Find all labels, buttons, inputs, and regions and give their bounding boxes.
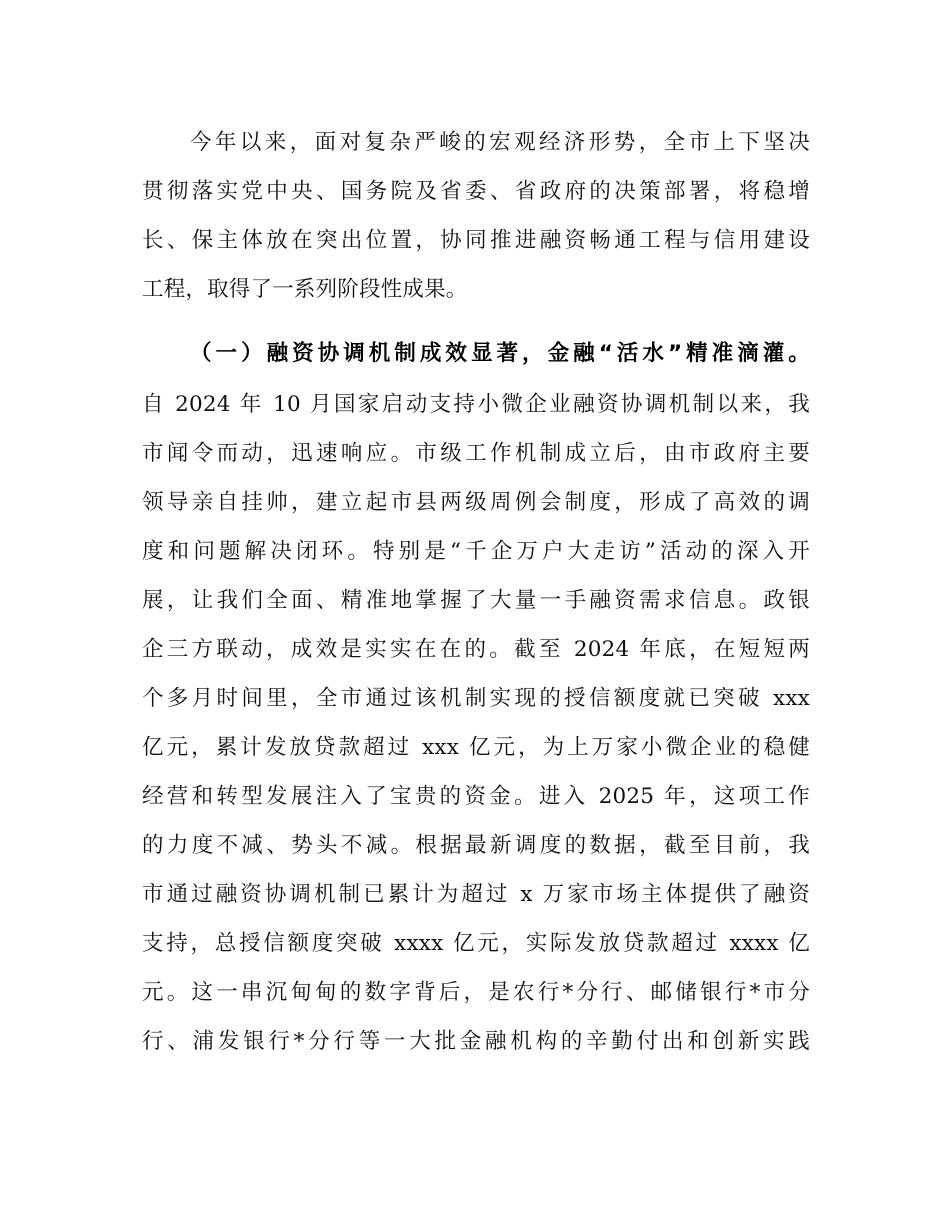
section-line-12: 支持，总授信额度突破 xxxx 亿元，实际发放贷款超过 xxxx 亿: [142, 931, 810, 956]
section-line-2: 市闻令而动，迅速响应。市级工作机制成立后，由市政府主要: [142, 441, 810, 466]
section-line-4: 度和问题解决闭环。特别是“千企万户大走访”活动的深入开: [142, 539, 810, 564]
paragraph-1-line-3: 长、保主体放在突出位置，协同推进融资畅通工程与信用建设: [142, 228, 810, 253]
paragraph-1-line-2: 贯彻落实党中央、国务院及省委、省政府的决策部署，将稳增: [142, 179, 810, 204]
section-line-7: 个多月时间里，全市通过该机制实现的授信额度就已突破 xxx: [142, 686, 810, 711]
section-line-9: 经营和转型发展注入了宝贵的资金。进入 2025 年，这项工作: [142, 784, 810, 809]
section-heading: （一）融资协调机制成效显著，金融“活水”精准滴灌。: [190, 341, 810, 366]
section-line-14: 行、浦发银行*分行等一大批金融机构的辛勤付出和创新实践: [142, 1029, 810, 1054]
section-line-3: 领导亲自挂帅，建立起市县两级周例会制度，形成了高效的调: [142, 490, 810, 515]
section-line-11: 市通过融资协调机制已累计为超过 x 万家市场主体提供了融资: [142, 882, 810, 907]
paragraph-1-line-4: 工程，取得了一系列阶段性成果。: [142, 277, 468, 302]
section-line-13: 元。这一串沉甸甸的数字背后，是农行*分行、邮储银行*市分: [142, 980, 810, 1005]
section-line-6: 企三方联动，成效是实实在在的。截至 2024 年底，在短短两: [142, 637, 810, 662]
section-line-10: 的力度不减、势头不减。根据最新调度的数据，截至目前，我: [142, 833, 810, 858]
section-line-5: 展，让我们全面、精准地掌握了大量一手融资需求信息。政银: [142, 588, 810, 613]
paragraph-1-line-1: 今年以来，面对复杂严峻的宏观经济形势，全市上下坚决: [190, 130, 810, 155]
section-line-8: 亿元，累计发放贷款超过 xxx 亿元，为上万家小微企业的稳健: [142, 735, 810, 760]
section-line-1: 自 2024 年 10 月国家启动支持小微企业融资协调机制以来，我: [142, 392, 810, 417]
